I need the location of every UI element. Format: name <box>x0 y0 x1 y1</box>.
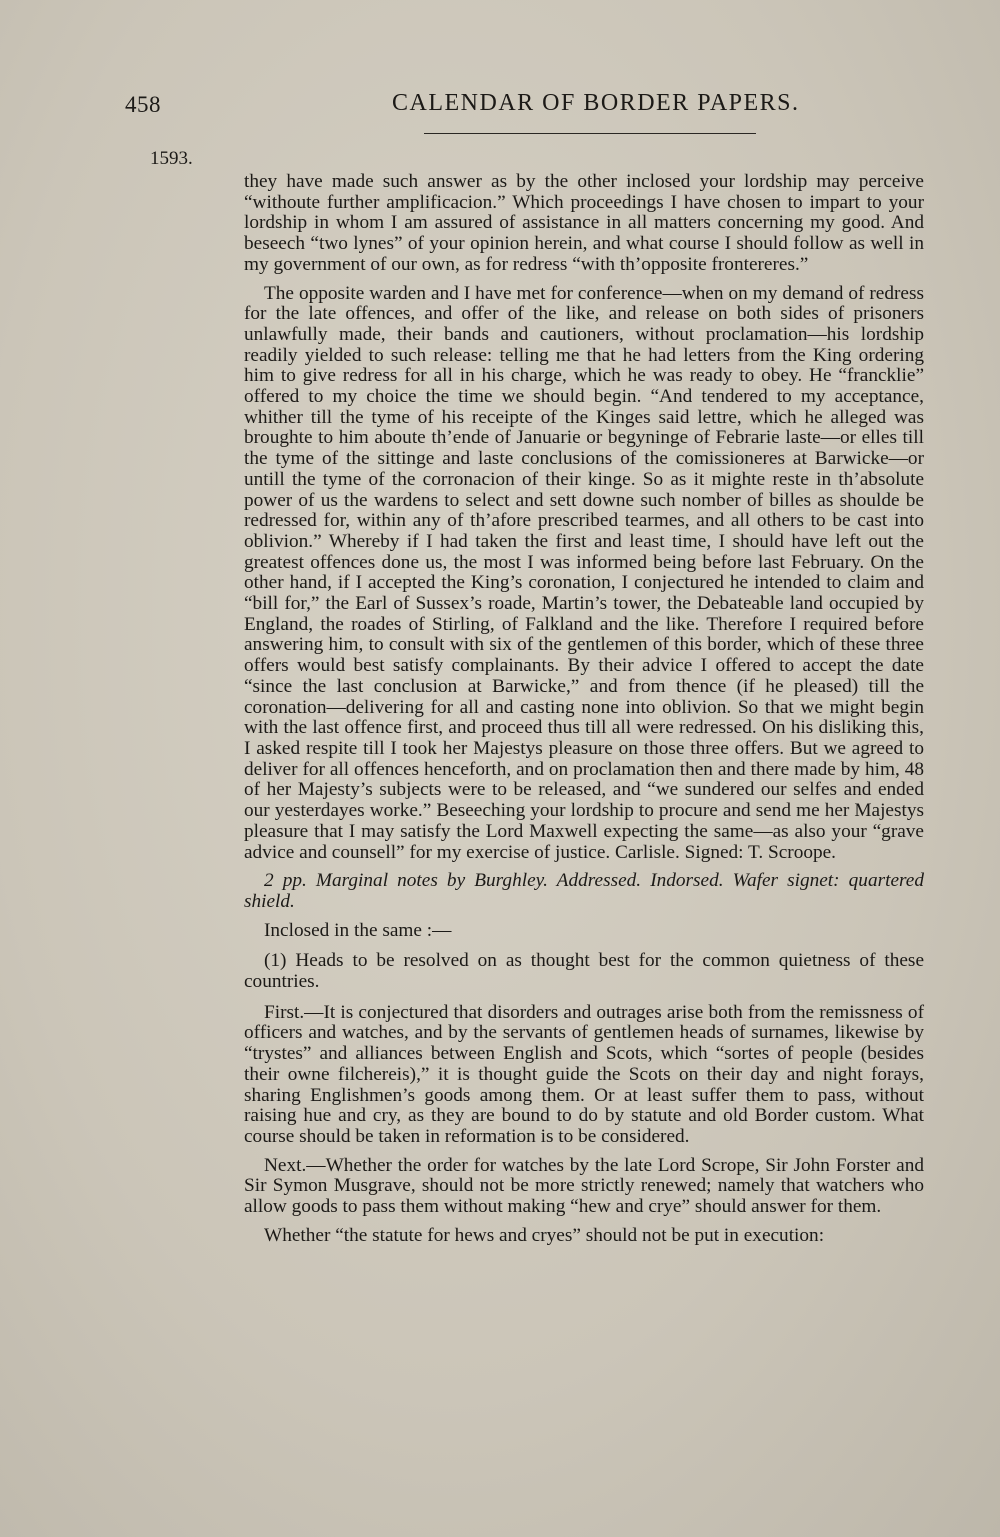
document-body <box>244 172 924 1246</box>
document-description-note: 2 pp. Marginal notes by Burghley. Addressed. Indorsed. Wafer signet: quartered shield. <box>244 870 924 912</box>
paragraph-whether: Whether “the statute for hews and cryes” should not be put in execution: <box>264 1224 825 1246</box>
running-title: CALENDAR OF BORDER PAPERS. <box>392 90 800 116</box>
margin-year: 1593. <box>150 148 193 169</box>
header-rule <box>424 133 756 134</box>
paragraph-continuation: they have made such answer as by the other inclosed your lordship may perceive “withoute further amplificacion.” Which proceedings I have chosen to impart to your lordship in whom I am assured of assistance in all matters concerning my good. And beseech “two lynes” of your opinion herein, and what course I should follow as well in my government of our own, as for redress “with th’opposite frontereres.” <box>244 171 924 275</box>
paragraph-conference: The opposite warden and I have met for conference—when on my demand of redress for the late offences, and offer of the like, and release on both sides of prisoners unlawfully made, their bands and cautioners, without proclamation—his lordship readily yielded to such release: telling me that he had letters from the King ordering him to give redress for all in his charge, which he was ready to obey. He “francklie” offered to my choice the time we should begin. “And tendered to my acceptance, whither till the tyme of his receipte of the Kinges said lettre, which he alleged was broughte to him aboute th’ende of Januarie or begyninge of Febrarie laste—or elles till the tyme of the sittinge and laste conclusions of the comissioneres at Barwicke—or untill the tyme of the corronacion of their kinge. So as it mighte reste in th’absolute power of us the wardens to select and sett downe such nomber of billes as shoulde be redressed for, within any of th’afore prescribed tearmes, and all others to be cast into oblivion.” Whereby if I had taken the first and least time, I should have left out the greatest offences done us, the most I was informed being before last February. On the other hand, if I accepted the King’s coronation, I conjectured he intended to claim and “bill for,” the Earl of Sussex’s roade, Martin’s tower, the Debateable land occupied by England, the roades of Stirling, of Falkland and the like. Therefore I required before answering him, to consult with six of the gentlemen of this border, which of these three offers would best satisfy complainants. By their advice I offered to accept the date “since the last conclusion at Barwicke,” and from thence (if he pleased) till the coronation—delivering for all and casting none into oblivion. So that we might begin with the last offence first, and proceed thus till all were redressed. On his disliking this, I asked respite till I took her Majestys pleasure on those three offers. But we agreed to deliver for all offences henceforth, and on proclamation then and there made by him, 48 of her Majesty’s subjects were to be released, and “we sundered our selfes and ended our yesterdayes worke.” Beseeching your lordship to procure and send me her Majestys pleasure that I may satisfy the Lord Maxwell expecting the same—as also your “grave advice and counsell” for my exercise of justice. Carlisle. Signed: T. Scroope. <box>244 282 924 863</box>
paragraph-first: First.—It is conjectured that disorders and outrages arise both from the remissness of officers and watches, and by the servants of gentlemen heads of surnames, likewise by “trystes” and alliances between English and Scots, which “sortes of people (besides their owne filchereis),” it is thought guide the Scots on their day and night forays, sharing Englishmen’s goods among them. Or at least suffer them to pass, without raising hue and cry, as they are bound to do by statute and old Border custom. What course should be taken in reformation is to be considered. <box>244 1001 924 1147</box>
inclosure-heading: Inclosed in the same :— <box>264 919 452 941</box>
page-number: 458 <box>125 92 161 117</box>
paragraph-next: Next.—Whether the order for watches by the late Lord Scrope, Sir John Forster and Sir Symon Musgrave, should not be more strictly renewed; namely that watchers who allow goods to pass them without making “hew and crye” should answer for them. <box>244 1154 924 1218</box>
paragraph-heads: (1) Heads to be resolved on as thought best for the common quietness of these countries. <box>244 950 924 993</box>
